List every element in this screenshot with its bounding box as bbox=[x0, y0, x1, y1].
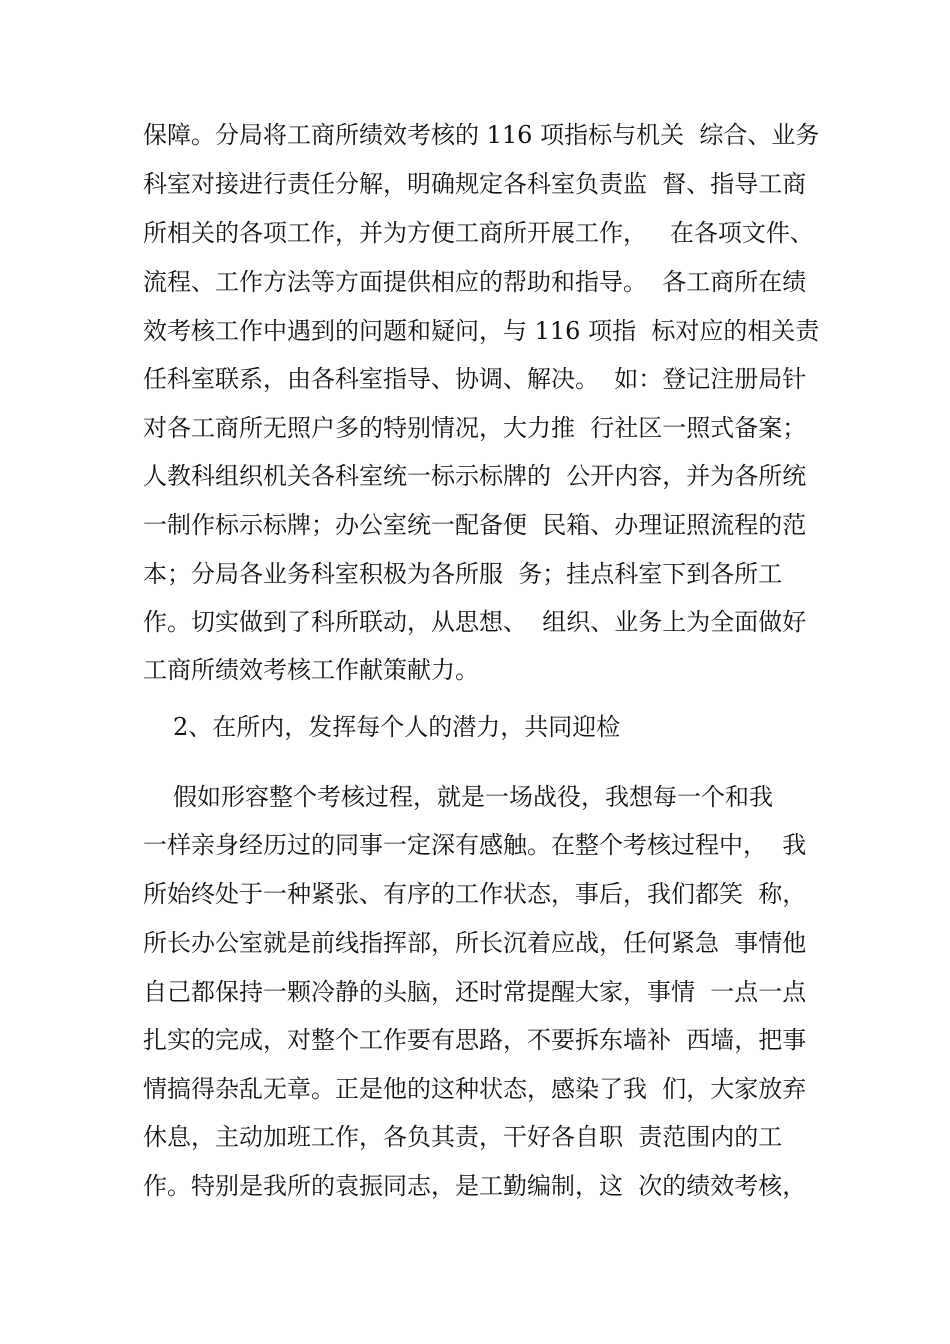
body-text-line: 科室对接进行责任分解，明确规定各科室负责监 督、指导工商 bbox=[143, 170, 807, 198]
body-text-line: 任科室联系，由各科室指导、协调、解决。 如：登记注册局针 bbox=[143, 365, 807, 393]
body-text-line: 情搞得杂乱无章。正是他的这种状态，感染了我 们，大家放弃 bbox=[143, 1075, 807, 1103]
body-text-line: 一制作标示标牌；办公室统一配备便 民箱、办理证照流程的范 bbox=[143, 511, 807, 539]
body-text-line: 流程、工作方法等方面提供相应的帮助和指导。 各工商所在绩 bbox=[143, 268, 807, 296]
body-text-line: 所长办公室就是前线指挥部，所长沉着应战，任何紧急 事情他 bbox=[143, 929, 807, 957]
body-text-line: 效考核工作中遇到的问题和疑问，与 116 项指 标对应的相关责 bbox=[143, 317, 820, 345]
body-text-line: 休息，主动加班工作，各负其责，干好各自职 责范围内的工 bbox=[143, 1123, 783, 1151]
body-text-line: 所始终处于一种紧张、有序的工作状态，事后，我们都笑 称， bbox=[143, 880, 807, 908]
section-heading: 2、在所内，发挥每个人的潜力，共同迎检 bbox=[173, 713, 621, 741]
body-text-line: 所相关的各项工作，并为方便工商所开展工作， 在各项文件、 bbox=[143, 219, 814, 247]
body-text-line: 扎实的完成，对整个工作要有思路，不要拆东墙补 西墙，把事 bbox=[143, 1026, 807, 1054]
body-text-line: 一样亲身经历过的同事一定深有感触。在整个考核过程中， 我 bbox=[143, 831, 807, 859]
body-text-line: 保障。分局将工商所绩效考核的 116 项指标与机关 综合、业务 bbox=[143, 121, 820, 149]
body-text-line: 自己都保持一颗冷静的头脑，还时常提醒大家，事情 一点一点 bbox=[143, 978, 807, 1006]
body-text-line: 本；分局各业务科室积极为各所服 务；挂点科室下到各所工 bbox=[143, 560, 783, 588]
body-text-line: 作。特别是我所的袁振同志，是工勤编制，这 次的绩效考核， bbox=[143, 1172, 807, 1200]
body-text-line: 假如形容整个考核过程，就是一场战役，我想每一个和我 bbox=[173, 783, 773, 811]
body-text-line: 对各工商所无照户多的特别情况，大力推 行社区一照式备案； bbox=[143, 414, 807, 442]
body-text-line: 作。切实做到了科所联动，从思想、 组织、业务上为全面做好 bbox=[143, 608, 807, 636]
body-text-line: 工商所绩效考核工作献策献力。 bbox=[143, 656, 479, 684]
body-text-line: 人教科组织机关各科室统一标示标牌的 公开内容，并为各所统 bbox=[143, 462, 807, 490]
